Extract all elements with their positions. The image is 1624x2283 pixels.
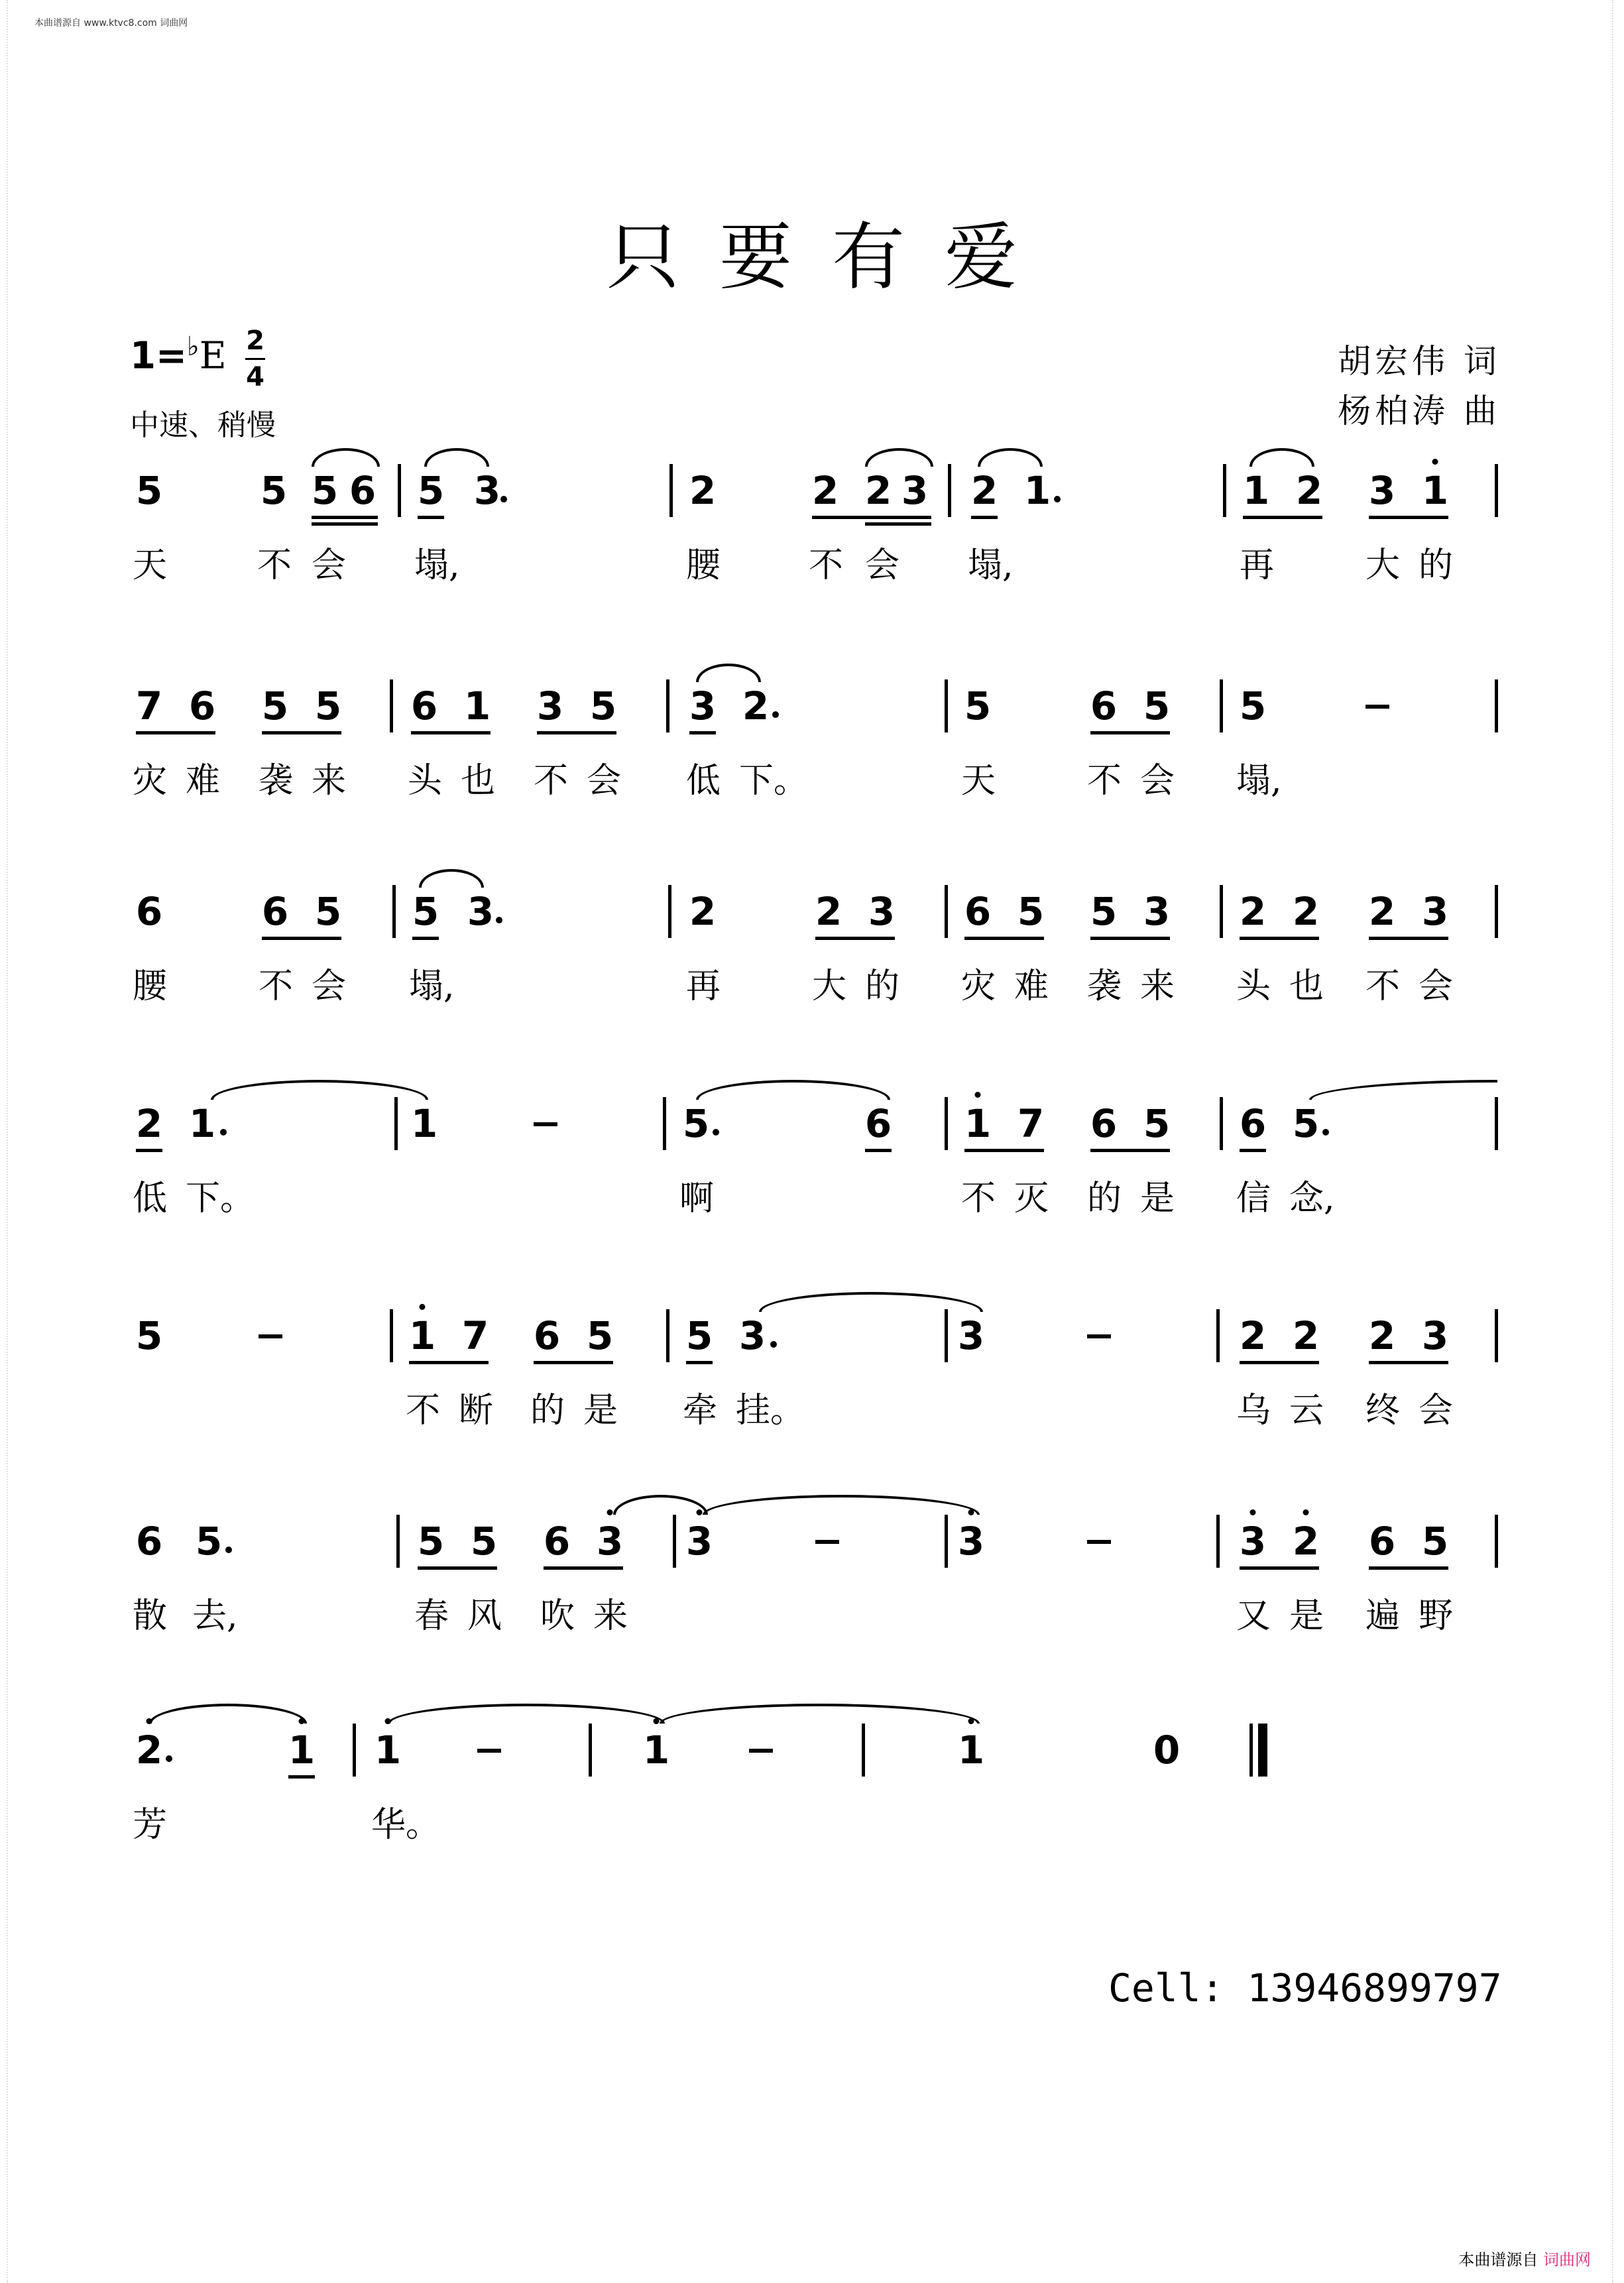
flat-sign: ♭ xyxy=(186,331,200,362)
note: 0 xyxy=(1153,1727,1181,1773)
lyric: 野 xyxy=(1419,1596,1454,1636)
note: 5 xyxy=(1421,1519,1449,1564)
beam xyxy=(288,1775,315,1779)
note: 6 xyxy=(135,889,163,934)
beam xyxy=(1240,1361,1319,1364)
beam xyxy=(1369,1361,1448,1364)
lyric: 灾 xyxy=(961,966,996,1006)
lyric: 牵 xyxy=(683,1391,718,1431)
key-letter: E xyxy=(199,334,227,378)
score-system-2 xyxy=(0,679,1624,832)
note: 6 xyxy=(410,683,438,729)
slur xyxy=(865,448,933,467)
lyric: 春 xyxy=(414,1596,449,1636)
barline xyxy=(1495,679,1498,732)
final-barline xyxy=(1258,1724,1267,1777)
note: 6 xyxy=(1239,1101,1267,1146)
note: 2 xyxy=(1239,1313,1267,1358)
beam xyxy=(544,1566,623,1570)
augmentation-dot xyxy=(166,1755,172,1762)
tempo-marking: 中速、稍慢 xyxy=(130,408,276,442)
barline xyxy=(945,885,948,938)
augmentation-dot xyxy=(220,1129,227,1136)
lyric: 不 xyxy=(406,1391,441,1431)
beam xyxy=(262,937,341,940)
lyric: 的 xyxy=(530,1391,565,1431)
source-note: 本曲谱源自 www.ktvc8.com 词曲网 xyxy=(34,18,188,29)
note: 3 xyxy=(689,683,717,729)
duration-dash xyxy=(815,1540,839,1544)
note: 2 xyxy=(1292,889,1320,934)
note: 3 xyxy=(957,1313,985,1358)
lyric: 也 xyxy=(1289,966,1324,1006)
lyric: 灾 xyxy=(133,761,168,801)
tie xyxy=(424,448,489,467)
lyric: 会 xyxy=(312,546,347,585)
lyric: 不 xyxy=(534,761,569,801)
note: 3 xyxy=(473,468,501,513)
note: 1 xyxy=(961,1101,994,1146)
note: 2 xyxy=(1239,889,1267,934)
lyric: 不 xyxy=(259,966,294,1006)
note: 5 xyxy=(135,1313,163,1358)
note: 2 xyxy=(815,889,842,934)
tie xyxy=(660,1704,980,1724)
duration-dash xyxy=(1087,1540,1111,1544)
beam xyxy=(312,516,378,519)
note: 1 xyxy=(1242,468,1270,513)
beam xyxy=(1369,937,1448,940)
note: 2 xyxy=(689,889,717,934)
beam xyxy=(312,522,378,526)
note: 1 xyxy=(463,683,491,729)
lyric: 云 xyxy=(1289,1391,1324,1431)
note: 3 xyxy=(1421,889,1449,934)
time-sig-bottom: 4 xyxy=(246,362,264,392)
note: 5 xyxy=(195,1519,223,1564)
barline xyxy=(390,1309,393,1362)
note: 3 xyxy=(901,468,929,513)
lyric: 低 xyxy=(686,761,721,801)
beam xyxy=(971,516,998,519)
beam xyxy=(411,731,491,734)
note: 5 xyxy=(1143,683,1171,729)
lyric: 头 xyxy=(408,761,443,801)
lyric: 是 xyxy=(583,1391,618,1431)
lyric: 又 xyxy=(1236,1596,1271,1636)
lyric: 下。 xyxy=(186,1179,255,1218)
barline xyxy=(1495,464,1498,517)
lyric: 的 xyxy=(1087,1179,1122,1218)
lyric: 的 xyxy=(1419,546,1454,585)
barline xyxy=(663,1097,666,1150)
note: 3 xyxy=(1421,1313,1449,1358)
tie xyxy=(703,1495,980,1515)
lyric: 再 xyxy=(1240,546,1275,585)
lyricist-credit: 胡宏伟 词 xyxy=(1338,342,1501,380)
barline xyxy=(862,1724,865,1777)
note: 3 xyxy=(1143,889,1171,934)
note: 6 xyxy=(261,889,289,934)
beam xyxy=(1240,1566,1319,1570)
note: 5 xyxy=(417,1519,445,1564)
duration-dash xyxy=(1365,705,1389,709)
barline xyxy=(589,1724,592,1777)
note: 6 xyxy=(1090,1101,1118,1146)
footer-prefix: 本曲谱源自 xyxy=(1458,2251,1538,2269)
lyric: 会 xyxy=(1140,761,1175,801)
note: 5 xyxy=(314,683,342,729)
note: 5 xyxy=(1239,683,1267,729)
note: 5 xyxy=(1090,889,1118,934)
duration-dash xyxy=(259,1334,282,1338)
note: 1 xyxy=(955,1727,988,1773)
note: 5 xyxy=(589,683,617,729)
beam xyxy=(412,937,439,940)
beam xyxy=(1240,1149,1266,1152)
barline xyxy=(945,1097,948,1150)
note: 7 xyxy=(1017,1101,1045,1146)
beam xyxy=(136,731,215,734)
note: 1 xyxy=(406,1313,439,1358)
augmentation-dot xyxy=(772,711,779,718)
slur xyxy=(696,1080,890,1100)
lyric: 吹 xyxy=(540,1596,575,1636)
barline xyxy=(394,1097,398,1150)
barline xyxy=(1216,1515,1220,1568)
note: 5 xyxy=(260,468,288,513)
note: 1 xyxy=(1023,468,1051,513)
note: 6 xyxy=(864,1101,892,1146)
lyric: 会 xyxy=(865,546,900,585)
lyric: 念, xyxy=(1289,1179,1335,1218)
note: 6 xyxy=(964,889,992,934)
augmentation-dot xyxy=(225,1547,232,1553)
lyric: 去, xyxy=(192,1596,238,1636)
note: 3 xyxy=(1368,468,1396,513)
barline xyxy=(668,885,671,938)
note: 7 xyxy=(135,683,163,729)
note: 3 xyxy=(955,1519,988,1564)
beam xyxy=(537,731,616,734)
lyric: 会 xyxy=(1419,1391,1454,1431)
note: 1 xyxy=(285,1727,318,1773)
note: 5 xyxy=(311,468,339,513)
duration-dash xyxy=(749,1749,773,1753)
beam xyxy=(865,1149,892,1152)
barline xyxy=(666,1309,669,1362)
barline xyxy=(666,679,669,732)
note: 2 xyxy=(864,468,892,513)
lyric: 腰 xyxy=(686,546,721,585)
note: 3 xyxy=(536,683,564,729)
tie xyxy=(613,1495,708,1515)
note: 6 xyxy=(543,1519,571,1564)
barline xyxy=(945,1515,948,1568)
note: 6 xyxy=(135,1519,163,1564)
score-system-3 xyxy=(0,885,1624,1037)
note: 3 xyxy=(738,1313,766,1358)
note: 5 xyxy=(682,1101,710,1146)
barline xyxy=(353,1724,356,1777)
beam xyxy=(534,1361,613,1364)
beam xyxy=(409,1361,489,1364)
note: 1 xyxy=(188,1101,216,1146)
note: 3 xyxy=(467,889,494,934)
lyric: 会 xyxy=(312,966,347,1006)
augmentation-dot xyxy=(770,1341,777,1348)
barline xyxy=(1223,464,1226,517)
lyric: 的 xyxy=(865,966,900,1006)
key-prefix: 1= xyxy=(130,334,187,378)
note: 5 xyxy=(412,889,439,934)
note: 2 xyxy=(742,683,770,729)
note: 1 xyxy=(371,1727,404,1773)
beam xyxy=(1369,516,1448,519)
lyric: 遍 xyxy=(1365,1596,1401,1636)
beam xyxy=(964,1149,1044,1152)
lyric: 也 xyxy=(461,761,496,801)
note: 2 xyxy=(811,468,839,513)
score-system-7 xyxy=(0,1724,1624,1876)
lyric: 是 xyxy=(1289,1596,1324,1636)
beam xyxy=(262,731,341,734)
barline xyxy=(948,464,951,517)
lyric: 华。 xyxy=(371,1805,441,1845)
lyric: 会 xyxy=(587,761,622,801)
note: 2 xyxy=(1289,1519,1322,1564)
score-system-1 xyxy=(0,464,1624,616)
tie xyxy=(978,448,1043,467)
note: 6 xyxy=(533,1313,561,1358)
lyric: 挂。 xyxy=(736,1391,805,1431)
augmentation-dot xyxy=(713,1129,719,1136)
lyric: 来 xyxy=(312,761,347,801)
beam xyxy=(418,516,444,519)
key-signature xyxy=(130,331,227,378)
lyric: 袭 xyxy=(259,761,294,801)
note: 6 xyxy=(1368,1519,1396,1564)
score-system-4 xyxy=(0,1097,1624,1250)
barline xyxy=(396,1515,400,1568)
beam xyxy=(1090,731,1170,734)
note: 2 xyxy=(1292,1313,1320,1358)
lyric: 终 xyxy=(1365,1391,1401,1431)
barline xyxy=(1216,1309,1220,1362)
lyric: 难 xyxy=(1014,966,1049,1006)
note: 6 xyxy=(1090,683,1118,729)
barline xyxy=(673,1515,676,1568)
lyric: 低 xyxy=(133,1179,168,1218)
note: 5 xyxy=(1292,1101,1320,1146)
tie xyxy=(388,1704,665,1724)
note: 1 xyxy=(640,1727,673,1773)
tie xyxy=(419,869,484,888)
note: 5 xyxy=(1143,1101,1171,1146)
composer-credit: 杨柏涛 曲 xyxy=(1338,392,1501,430)
note: 6 xyxy=(349,468,377,513)
duration-dash xyxy=(534,1122,557,1126)
contact-phone: Cell: 13946899797 xyxy=(1108,1965,1502,2011)
beam xyxy=(1240,937,1319,940)
tie xyxy=(696,664,761,682)
note: 7 xyxy=(461,1313,489,1358)
lyric: 芳 xyxy=(133,1805,168,1845)
note: 2 xyxy=(135,1101,163,1146)
note: 5 xyxy=(470,1519,498,1564)
beam xyxy=(812,516,931,519)
duration-dash xyxy=(1087,1334,1111,1338)
lyric: 信 xyxy=(1236,1179,1271,1218)
score-system-5 xyxy=(0,1309,1624,1462)
note: 5 xyxy=(135,468,163,513)
lyric: 断 xyxy=(459,1391,494,1431)
slur xyxy=(312,448,380,467)
lyric: 散 xyxy=(133,1596,168,1636)
lyric: 来 xyxy=(1140,966,1175,1006)
note: 3 xyxy=(868,889,896,934)
lyric: 再 xyxy=(686,966,721,1006)
time-signature xyxy=(245,325,265,393)
note: 2 xyxy=(133,1727,166,1773)
note: 2 xyxy=(689,468,717,513)
lyric: 头 xyxy=(1236,966,1271,1006)
lyric: 塌, xyxy=(1236,761,1282,801)
note: 5 xyxy=(314,889,342,934)
barline xyxy=(945,1309,948,1362)
lyric: 灭 xyxy=(1014,1179,1049,1218)
slur xyxy=(149,1704,307,1724)
augmentation-dot xyxy=(1322,1129,1329,1136)
barline xyxy=(390,679,393,732)
note: 2 xyxy=(1368,1313,1396,1358)
slur xyxy=(1249,448,1314,467)
lyric: 天 xyxy=(961,761,996,801)
lyric: 大 xyxy=(1365,546,1401,585)
note: 2 xyxy=(970,468,998,513)
note: 3 xyxy=(1236,1519,1269,1564)
note: 5 xyxy=(261,683,289,729)
barline xyxy=(1220,1097,1223,1150)
beam xyxy=(865,522,931,526)
barline xyxy=(1495,1515,1498,1568)
note: 5 xyxy=(1017,889,1045,934)
note: 3 xyxy=(593,1519,626,1564)
beam xyxy=(689,731,716,734)
beam xyxy=(686,1361,713,1364)
lyric: 乌 xyxy=(1236,1391,1271,1431)
note: 5 xyxy=(685,1313,713,1358)
barline xyxy=(669,464,673,517)
augmentation-dot xyxy=(1054,496,1061,502)
beam xyxy=(1090,937,1170,940)
lyric: 不 xyxy=(961,1179,996,1218)
beam xyxy=(1090,1149,1170,1152)
note: 1 xyxy=(410,1101,438,1146)
tie xyxy=(1309,1080,1497,1100)
barline xyxy=(1495,1097,1498,1150)
lyric: 是 xyxy=(1140,1179,1175,1218)
lyric: 不 xyxy=(809,546,844,585)
tie xyxy=(759,1292,983,1312)
lyric: 风 xyxy=(467,1596,502,1636)
augmentation-dot xyxy=(496,917,502,923)
note: 5 xyxy=(964,683,992,729)
note: 5 xyxy=(417,468,445,513)
note: 6 xyxy=(188,683,216,729)
augmentation-dot xyxy=(500,496,507,502)
lyric: 啊 xyxy=(679,1179,715,1218)
note: 3 xyxy=(683,1519,716,1564)
note: 2 xyxy=(1368,889,1396,934)
barline xyxy=(392,885,396,938)
note: 1 xyxy=(1419,468,1452,513)
duration-dash xyxy=(477,1749,501,1753)
lyric: 大 xyxy=(812,966,847,1006)
barline xyxy=(945,679,948,732)
lyric: 下。 xyxy=(739,761,809,801)
barline xyxy=(1220,885,1223,938)
lyric: 袭 xyxy=(1087,966,1122,1006)
beam xyxy=(815,937,895,940)
lyric: 塌, xyxy=(409,966,455,1006)
lyric: 不 xyxy=(1365,966,1401,1006)
barline xyxy=(1495,1309,1498,1362)
barline xyxy=(1220,679,1223,732)
lyric: 不 xyxy=(257,546,292,585)
footer-credit xyxy=(1458,2247,1591,2270)
time-sig-top: 2 xyxy=(246,325,264,356)
beam xyxy=(418,1566,497,1570)
note: 5 xyxy=(586,1313,614,1358)
barline xyxy=(1495,885,1498,938)
lyric: 天 xyxy=(133,546,168,585)
note: 2 xyxy=(1295,468,1323,513)
beam xyxy=(964,937,1044,940)
lyric: 难 xyxy=(186,761,221,801)
lyric: 腰 xyxy=(133,966,168,1006)
song-title: 只要有爱 xyxy=(607,215,1057,300)
barline xyxy=(1249,1724,1253,1777)
beam xyxy=(136,1149,162,1152)
beam xyxy=(1369,1566,1448,1570)
lyric: 塌, xyxy=(414,546,460,585)
footer-site: 词曲网 xyxy=(1543,2251,1591,2269)
beam xyxy=(1243,516,1322,519)
barline xyxy=(398,464,401,517)
score-system-6 xyxy=(0,1515,1624,1667)
lyric: 塌, xyxy=(968,546,1014,585)
lyric: 会 xyxy=(1419,966,1454,1006)
lyric: 不 xyxy=(1087,761,1122,801)
lyric: 来 xyxy=(593,1596,628,1636)
